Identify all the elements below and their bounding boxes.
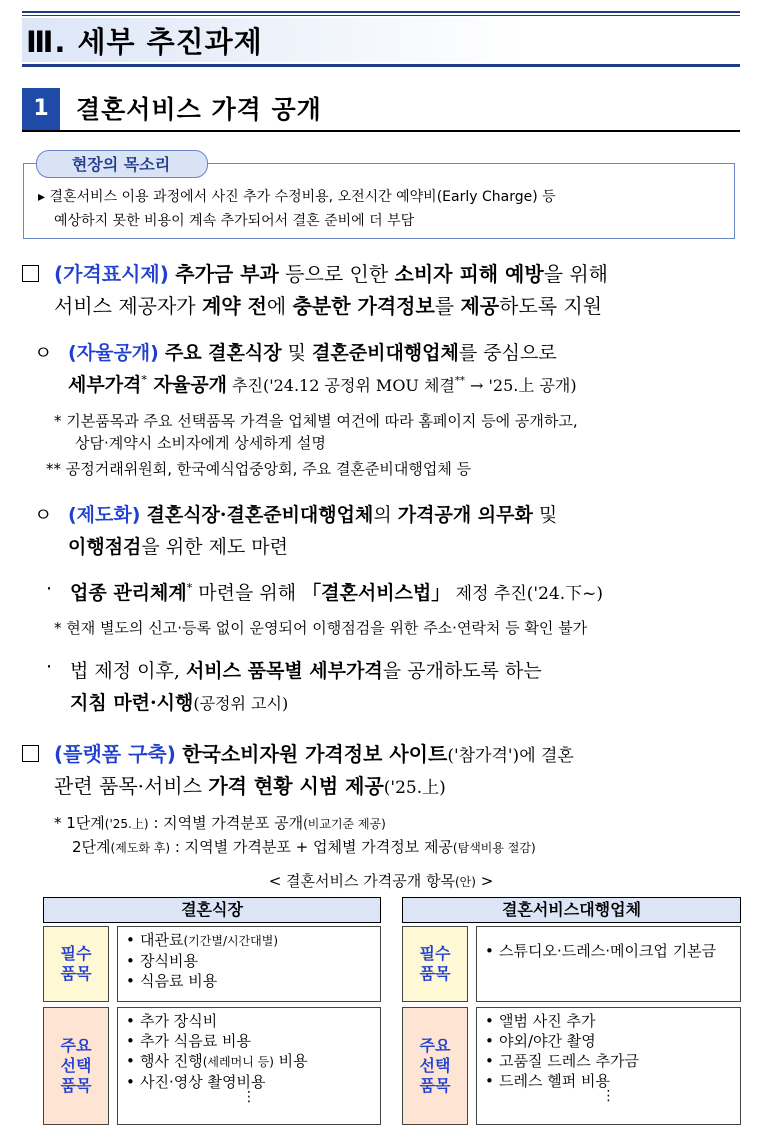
- optional-label: 주요 선택 품목: [402, 1007, 468, 1125]
- top-rule: [22, 11, 740, 13]
- section2-text: 한국소비자원 가격정보 사이트: [182, 742, 448, 766]
- square-bullet-icon: [22, 745, 39, 762]
- sub2-text: 서비스 품목별 세부가격: [185, 660, 383, 682]
- caption-text: < 결혼서비스 가격공개 항목: [268, 872, 455, 890]
- agency-optional-list: [477, 1008, 740, 1091]
- list-item: [140, 1011, 380, 1031]
- section1-text: 하도록 지원: [499, 294, 603, 318]
- venue-optional-cell: [117, 1007, 381, 1125]
- item-text: 드레스 헬퍼 비용: [499, 1072, 610, 1090]
- sub2-note: * 현재 별도의 신고·등록 없이 운영되어 이행점검을 위한 주소·연락처 등 확인 불가: [54, 619, 588, 637]
- section1-text: 등으로 인한: [278, 262, 395, 286]
- list-item: [140, 971, 380, 991]
- sub2-text: 법 제정 이후,: [70, 660, 186, 682]
- table-header-agency: 결혼서비스대행업체: [402, 897, 741, 923]
- sub2-text: 결혼식장·결혼준비대행업체: [146, 504, 374, 526]
- item-text: 고품질 드레스 추가금: [499, 1052, 639, 1070]
- caption-text: (안): [454, 875, 476, 889]
- note-text: (탐색비용 절감): [452, 841, 536, 855]
- section1-tag: (가격표시제): [54, 262, 169, 286]
- section1-text: 충분한 가격정보: [292, 294, 435, 318]
- section2-note2: [72, 836, 536, 857]
- sub1-note2: ** 공정거래위원회, 한국예식업중앙회, 주요 결혼준비대행업체 등: [46, 460, 472, 478]
- list-item: [140, 951, 380, 971]
- item-text: 추가 장식비: [140, 1012, 218, 1030]
- venue-optional-list: [118, 1008, 380, 1092]
- list-item: [140, 1031, 380, 1051]
- list-item: [499, 1011, 740, 1031]
- square-bullet-icon: [22, 265, 39, 282]
- section1-text: 를: [434, 294, 461, 318]
- sub2-text: 을 공개하도록 하는: [382, 660, 542, 682]
- top-rule-thin: [22, 15, 740, 16]
- section1-text: 서비스 제공자가: [54, 294, 202, 318]
- sub2-text: 가격공개 의무화: [397, 504, 533, 526]
- section2-text: ('25.上): [383, 778, 446, 798]
- footnote-mark: **: [454, 375, 465, 387]
- note-text: 2단계: [72, 838, 111, 856]
- section2-line2: [54, 770, 446, 799]
- sub2-line1: [68, 500, 557, 527]
- venue-required-cell: [117, 926, 381, 1002]
- section2-line1: [54, 738, 574, 767]
- sub1-text: 추진('24.12 공정위 MOU 체결: [226, 376, 455, 395]
- sub2-bullet2-line2: [70, 688, 288, 715]
- sub2-bullet1: [70, 578, 603, 605]
- item-note: (기간별/시간대별): [183, 934, 279, 948]
- sub1-text: → '25.上 공개): [464, 376, 577, 395]
- sub-bullet-marker: ㅇ: [34, 342, 53, 364]
- note-text: : 지역별 가격분포 + 업체별 가격정보 제공: [170, 838, 453, 856]
- sub2-text: 을 위한 제도 마련: [141, 536, 289, 558]
- voice-tab-label: 현장의 목소리: [71, 155, 171, 174]
- caption-text: >: [475, 872, 494, 890]
- section1-text: 에: [266, 294, 293, 318]
- sub2-text: 제정 추진('24.下~): [450, 584, 603, 604]
- dot-bullet: ·: [46, 656, 53, 678]
- agency-required-list: [477, 927, 740, 961]
- sub1-text: 결혼준비대행업체: [312, 342, 459, 364]
- note-text: * 1단계: [54, 814, 105, 832]
- sub1-text: 및: [281, 342, 313, 364]
- sub2-text: (공정위 고시): [193, 694, 289, 713]
- required-label: 필수 품목: [43, 926, 109, 1002]
- note-text: (비교기준 제공): [303, 817, 386, 831]
- sub2-text: 업종 관리체계: [70, 582, 187, 604]
- footnote-mark: *: [141, 373, 147, 387]
- task-underline: [22, 130, 740, 132]
- item-text: 스튜디오·드레스·메이크업 기본금: [499, 942, 717, 960]
- section1-line2: [54, 290, 602, 319]
- sub1-text: 주요 결혼식장: [164, 342, 282, 364]
- section2-note1: [54, 812, 386, 833]
- agency-optional-cell: [476, 1007, 741, 1125]
- section2-text: 관련 품목·서비스: [54, 774, 209, 798]
- section2-text: 가격 현황 시범 제공: [208, 774, 384, 798]
- ellipsis: ⋮: [601, 1088, 616, 1104]
- sub2-tag: (제도화): [68, 504, 141, 526]
- item-text: 행사 진행: [140, 1052, 203, 1070]
- section1-line1: [54, 258, 608, 287]
- section2-text: ('참가격')에 결혼: [447, 746, 574, 766]
- section1-text: 을 위해: [543, 262, 609, 286]
- sub2-text: 의: [373, 504, 398, 526]
- list-item: [499, 1071, 740, 1091]
- item-text: 추가 식음료 비용: [140, 1032, 251, 1050]
- item-text: 대관료: [140, 931, 184, 949]
- item-text: 사진·영상 촬영비용: [140, 1073, 266, 1091]
- item-text: 장식비용: [140, 952, 198, 970]
- item-note: (세레머니 등): [202, 1055, 274, 1069]
- section-rule: [22, 64, 740, 67]
- section2-tag: (플랫폼 구축): [54, 742, 176, 766]
- section1-text: 제공: [460, 294, 500, 318]
- section1-text: 추가금 부과: [175, 262, 279, 286]
- agency-required-cell: [476, 926, 741, 1002]
- sub2-text: 지침 마련·시행: [70, 692, 194, 714]
- sub1-text: 를 중심으로: [458, 342, 557, 364]
- item-text: 야외/야간 촬영: [499, 1032, 596, 1050]
- sub1-note1b: 상담·계약시 소비자에게 상세하게 설명: [75, 434, 326, 452]
- sub1-note1a: * 기본품목과 주요 선택품목 가격을 업체별 여건에 따라 홈페이지 등에 공개하고,: [54, 412, 578, 430]
- ellipsis: ⋮: [242, 1089, 256, 1105]
- sub-bullet-marker: ㅇ: [34, 504, 53, 526]
- sub2-line2: [68, 532, 288, 559]
- note-text: : 지역별 가격분포 공개: [148, 814, 304, 832]
- voice-line-1: ▸ 결혼서비스 이용 과정에서 사진 추가 수정비용, 오전시간 예약비(Early Charge) 등: [38, 189, 556, 205]
- sub1-tag: (자율공개): [68, 342, 159, 364]
- sub1-line1: [68, 338, 557, 365]
- items-table-title: [0, 870, 762, 891]
- note-text: ('25.上): [104, 817, 149, 831]
- required-label: 필수 품목: [402, 926, 468, 1002]
- list-item: [140, 1051, 380, 1072]
- note-text: (제도화 후): [110, 841, 171, 855]
- list-item: [499, 1051, 740, 1071]
- item-text: 비용: [273, 1052, 308, 1070]
- sub2-text: 이행점검: [68, 536, 142, 558]
- list-item: [140, 1072, 380, 1092]
- task-number-badge: 1: [22, 88, 60, 130]
- section-title: Ⅲ. 세부 추진과제: [26, 25, 263, 59]
- sub2-text: 및: [532, 504, 558, 526]
- dot-bullet: ·: [46, 578, 53, 600]
- venue-required-list: [118, 927, 380, 991]
- sub1-line2: [68, 370, 577, 397]
- section1-text: 소비자 피해 예방: [394, 262, 544, 286]
- optional-label: 주요 선택 품목: [43, 1007, 109, 1125]
- sub2-text: 「결혼서비스법」: [302, 582, 451, 604]
- task-title: 결혼서비스 가격 공개: [76, 95, 322, 124]
- sub2-bullet2-line1: [70, 656, 542, 683]
- voice-line-2: 예상하지 못한 비용이 계속 추가되어서 결혼 준비에 더 부담: [54, 213, 415, 229]
- sub1-text: 세부가격: [68, 374, 142, 396]
- table-header-venue: 결혼식장: [43, 897, 381, 923]
- list-item: [499, 1031, 740, 1051]
- sub2-text: 마련을 위해: [192, 582, 303, 604]
- sub1-text: 자율공개: [146, 374, 227, 396]
- list-item: [499, 941, 740, 961]
- footnote-mark: *: [186, 581, 193, 595]
- item-text: 식음료 비용: [140, 972, 218, 990]
- item-text: 앨범 사진 추가: [499, 1012, 596, 1030]
- section1-text: 계약 전: [201, 294, 267, 318]
- list-item: [140, 930, 380, 951]
